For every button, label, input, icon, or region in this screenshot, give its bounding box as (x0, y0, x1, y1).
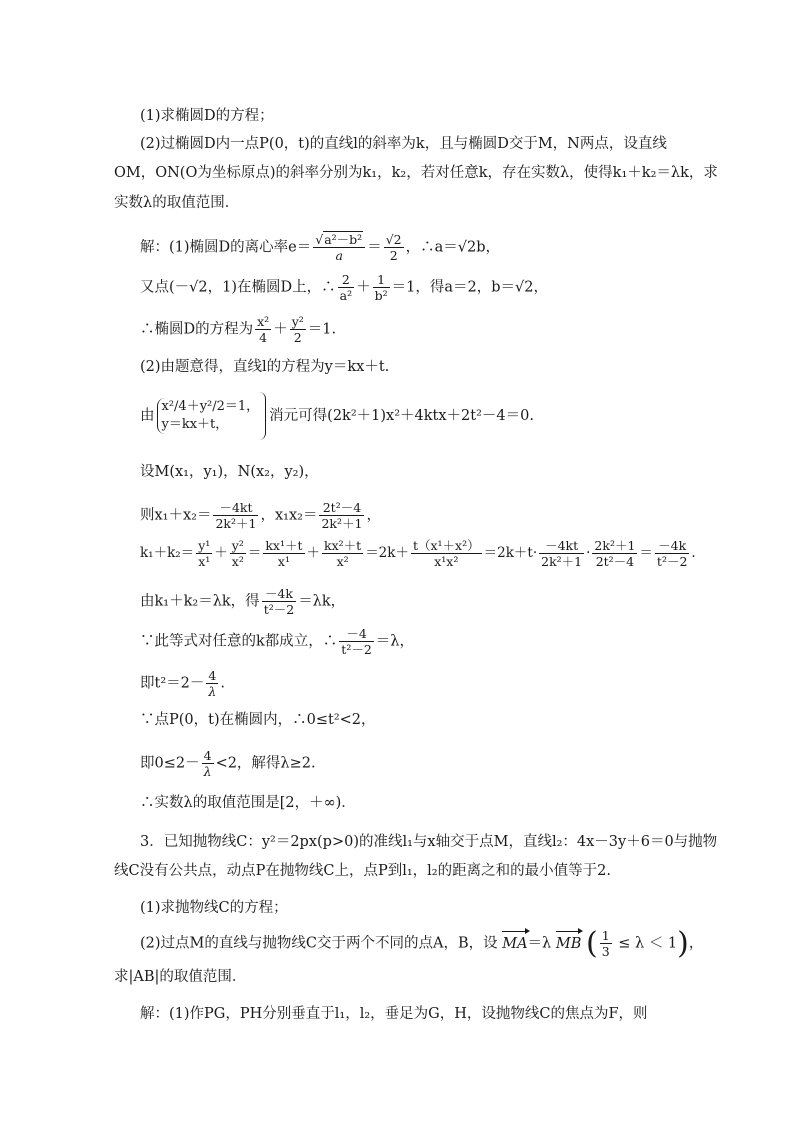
solution-2-system: 由 x²/4＋y²/2＝1， y＝kx＋t， 消元可得(2k²＋1)x²＋4ktx＋2t²－4＝0. (140, 392, 534, 440)
question-2-line3: 实数λ的取值范围． (114, 195, 240, 211)
lambda-range: 即0≤2－ $\frac{4}{\lambda}$ <2，解得λ≥2. (140, 748, 316, 779)
set-points: 设M(x₁，y₁)，N(x₂，y₂)， (140, 464, 319, 480)
slope-sum: k₁＋k₂＝ $\frac{\text{y¹}}{\text{x¹}}$ ＋ $\frac{\text{y²}}{\text{x²}}$ ＝ $\frac{\text{kx¹＋t}}{\text{x¹}}$ ＋ $\frac{\text{kx²＋t}}{\text{x²}}$ ＝2k＋ $\frac{\text{t（x¹＋x²）}}{\text{x¹x²}}$ ＝2k＋t· $\frac{-4kt}{\text{2k²＋1}}$ · $\frac{\text{2k²＋1}}{\text{2t²－4}}$ ＝ $\frac{-4k}{\text{t²－2}}$ . (140, 538, 696, 569)
for-any-k: ∵此等式对任意的k都成立，∴ $\frac{-4}{\text{t²－2}}$ ＝λ， (140, 626, 414, 657)
system-eq2: y＝kx＋t， (161, 417, 229, 432)
question-2-line1: (2)过椭圆D内一点P(0，t)的直线l的斜率为k，且与椭圆D交于M，N两点，设直线 (140, 136, 667, 152)
question-3-solution: 解：(1)作PG，PH分别垂直于l₁，l₂，垂足为G，H，设抛物线C的焦点为F，则 (140, 1006, 648, 1022)
question-3-part2-line2: 求|AB|的取值范围． (114, 969, 247, 985)
vieta-formulas: 则x₁＋x₂＝ $\frac{-4kt}{\text{2k²＋1}}$ ，x₁x₂＝ $\frac{\text{2t²－4}}{\text{2k²＋1}}$ ， (140, 500, 381, 531)
vector-mb: MB (555, 935, 582, 952)
question-3-part2: (2)过点M的直线与抛物线C交于两个不同的点A，B，设 MA＝λ MB ( $\frac{1}{3}$ ≤ λ ＜ 1)， (140, 925, 704, 961)
question-3-line1: 3．已知抛物线C：y²＝2px(p>0)的准线l₁与x轴交于点M，直线l₂：4x－3y＋6＝0与抛物 (140, 834, 718, 850)
system-eq1: x²/4＋y²/2＝1， (161, 399, 260, 414)
vector-ma: MA (502, 935, 528, 952)
question-3-line2: 线C没有公共点，动点P在抛物线C上，点P到l₁，l₂的距离之和的最小值等于2. (114, 863, 611, 879)
solution-2-line: (2)由题意得，直线l的方程为y＝kx＋t. (140, 359, 390, 375)
solution-1-equation: ∴椭圆D的方程为 $\frac{\text{x²}}{4}$ ＋ $\frac{\text{y²}}{2}$ ＝1. (140, 314, 337, 345)
question-3-part1: (1)求抛物线C的方程； (140, 900, 288, 916)
question-2-line2: OM，ON(O为坐标原点)的斜率分别为k₁，k₂，若对任意k，存在实数λ，使得k₁＋k₂＝λk，求 (114, 165, 718, 181)
from-lambda: 由k₁＋k₂＝λk，得 $\frac{-4k}{\text{t²－2}}$ ＝λk， (140, 586, 346, 617)
solution-1-eccentricity: 解：(1)椭圆D的离心率e＝ $\frac{\text{√a²－b²}}{a}$ ＝ $\frac{√2}{2}$ ，∴a＝√2b， (140, 232, 501, 263)
conclusion: ∴实数λ的取值范围是[2，＋∞)． (140, 795, 356, 811)
question-1: (1)求椭圆D的方程； (140, 108, 274, 124)
solution-1-point: 又点(－√2，1)在椭圆D上，∴ $\frac{2}{\text{a²}}$ ＋ $\frac{1}{\text{b²}}$ ＝1，得a＝2，b＝√2， (140, 272, 548, 303)
point-inside: ∵点P(0，t)在椭圆内，∴0≤t²<2， (140, 712, 376, 728)
t-squared: 即t²＝2－ $\frac{4}{\lambda}$ . (140, 668, 225, 699)
